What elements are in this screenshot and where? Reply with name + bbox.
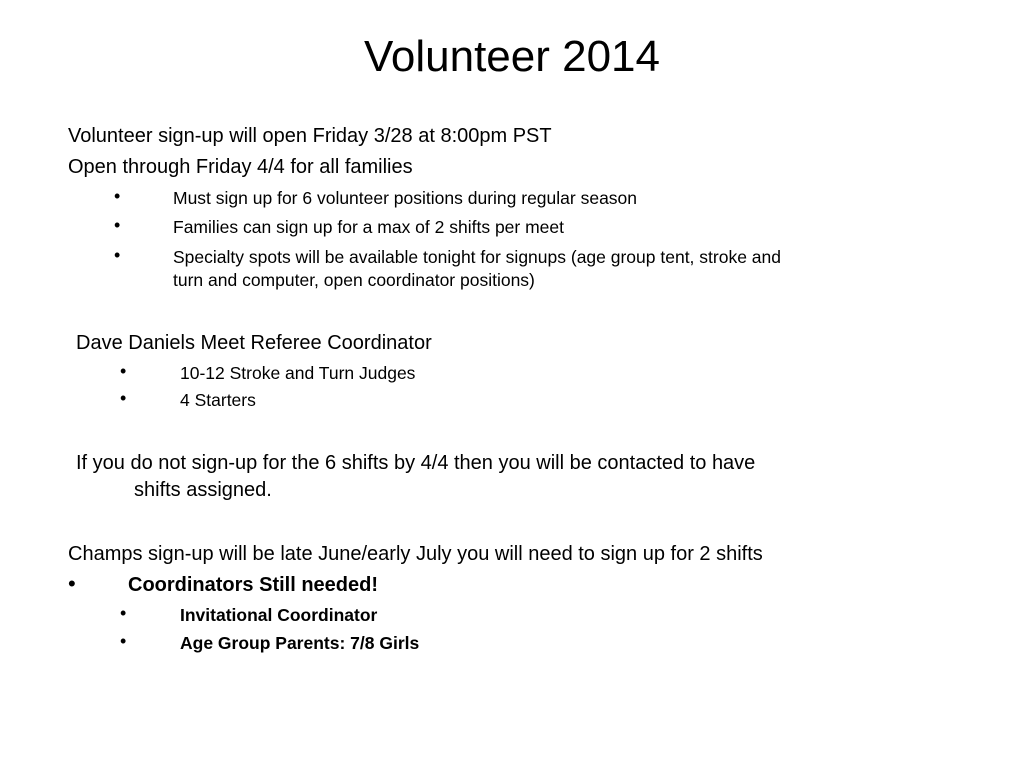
coordinators-needed-heading: Coordinators Still needed! [128, 574, 379, 596]
list-item: Age Group Parents: 7/8 Girls [180, 633, 420, 653]
slide-title: Volunteer 2014 [363, 32, 661, 81]
if-not-text-continuation: shifts assigned. [134, 479, 272, 501]
list-item: Families can sign up for a max of 2 shifts per meet [173, 217, 564, 237]
referee-heading: Dave Daniels Meet Referee Coordinator [76, 332, 432, 354]
list-item: 10-12 Stroke and Turn Judges [180, 363, 416, 383]
bullet-glyph: • [68, 571, 76, 596]
open-through-text: Open through Friday 4/4 for all families [68, 156, 413, 178]
list-item: Specialty spots will be available tonight for signups (age group tent, stroke and [173, 247, 781, 267]
bullet-glyph: • [120, 361, 127, 381]
bullet-glyph: • [120, 388, 127, 408]
list-item-continuation: turn and computer, open coordinator positions) [173, 270, 535, 290]
bullet-glyph: • [120, 631, 127, 651]
champs-text: Champs sign-up will be late June/early July you will need to sign up for 2 shifts [68, 543, 763, 565]
list-item: Must sign up for 6 volunteer positions during regular season [173, 188, 638, 208]
list-item: 4 Starters [180, 390, 256, 410]
if-not-text: If you do not sign-up for the 6 shifts by 4/4 then you will be contacted to have [76, 452, 756, 474]
bullet-glyph: • [114, 245, 121, 265]
signup-open-text: Volunteer sign-up will open Friday 3/28 at 8:00pm PST [68, 125, 552, 147]
bullet-glyph: • [114, 186, 121, 206]
bullet-glyph: • [120, 603, 127, 623]
bullet-glyph: • [114, 215, 121, 235]
list-item: Invitational Coordinator [180, 605, 378, 625]
